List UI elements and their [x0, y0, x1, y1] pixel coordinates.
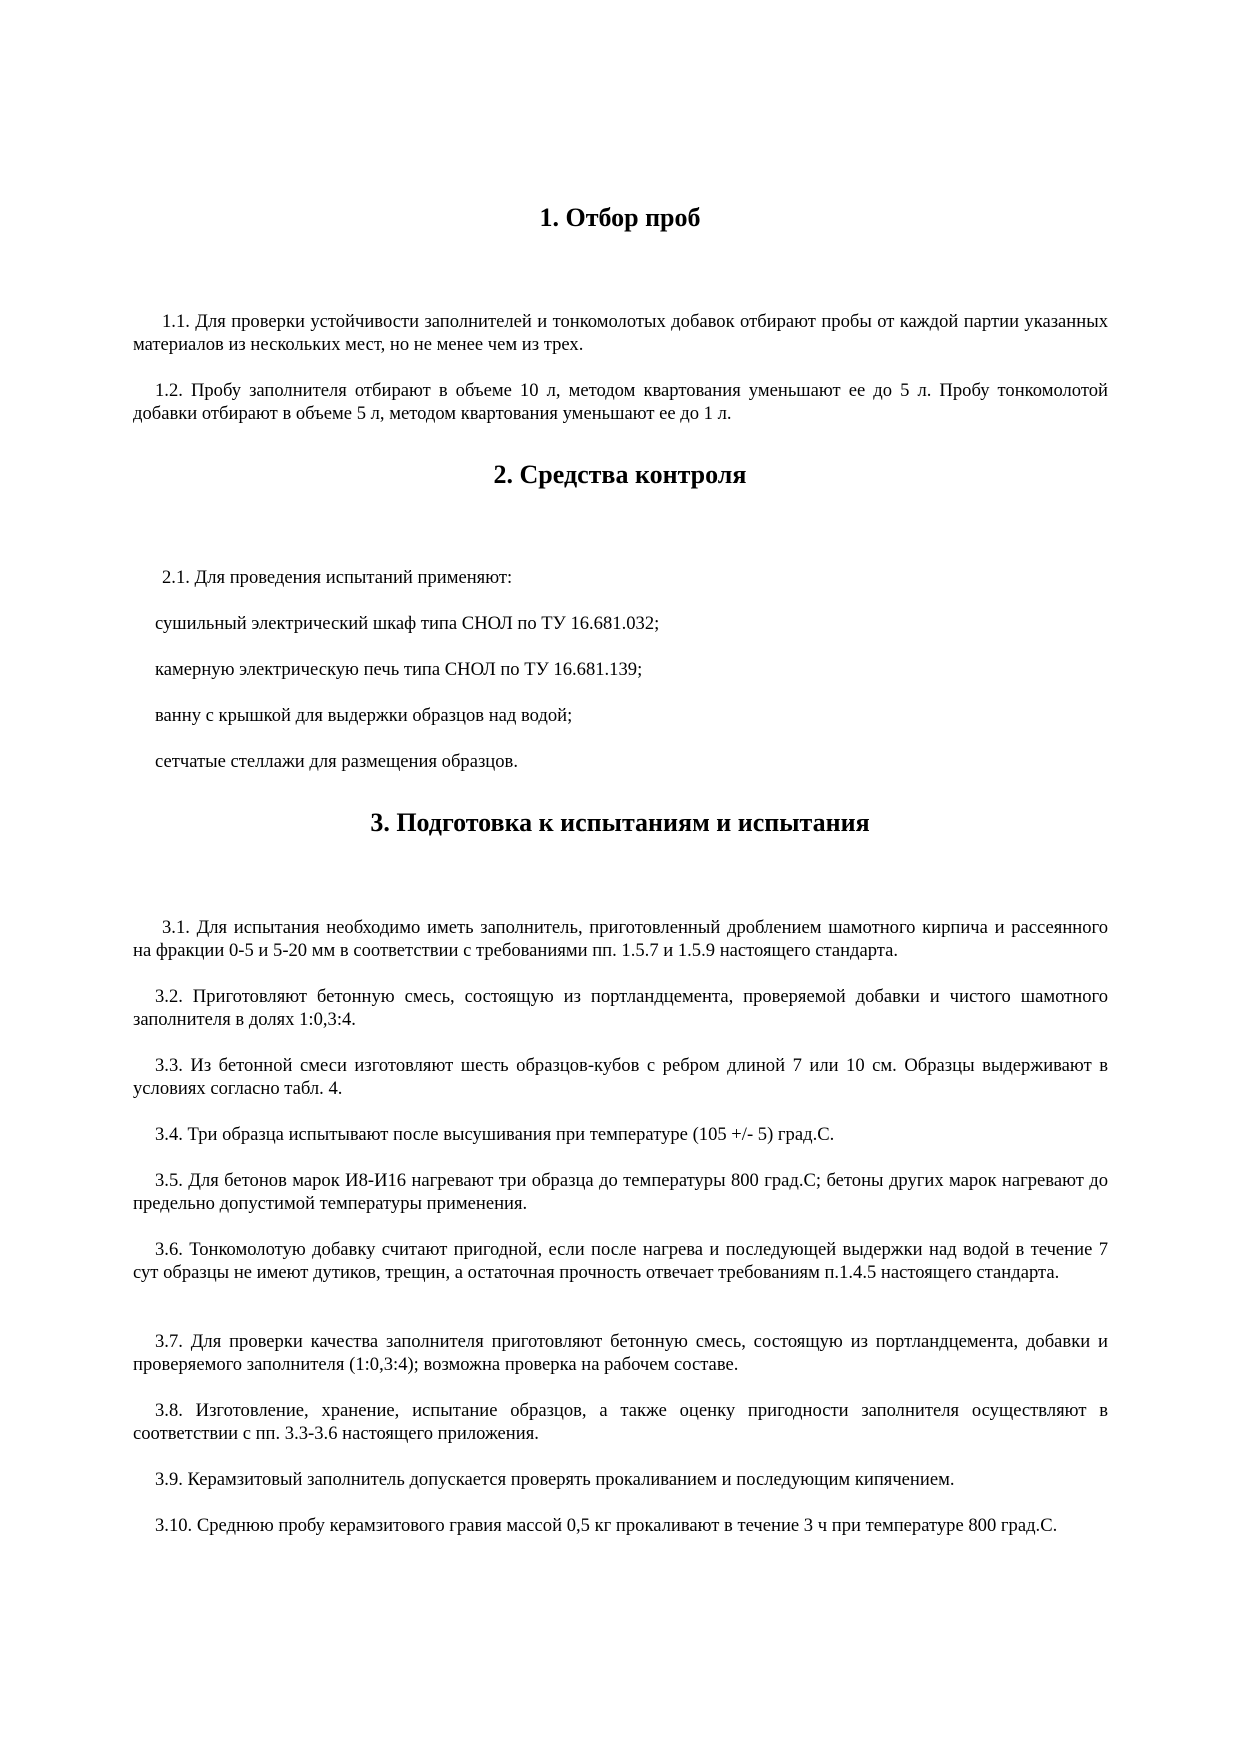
- paragraph-3-1: 3.1. Для испытания необходимо иметь заполнитель, приготовленный дроблением шамотного кирпича и рассеянного на фракции 0-5 и 5-20 мм в соответствии с требованиями пп. 1.5.7 и 1.5.9 настоящего стандарта.: [133, 917, 1108, 961]
- equipment-item-bath: ванну с крышкой для выдержки образцов над водой;: [155, 705, 573, 726]
- paragraph-2-1: 2.1. Для проведения испытаний применяют:: [162, 567, 513, 588]
- section-2-heading: 2. Средства контроля: [493, 460, 747, 489]
- equipment-item-racks: сетчатые стеллажи для размещения образцов.: [155, 751, 518, 772]
- section-3-heading: 3. Подготовка к испытаниям и испытания: [370, 808, 870, 837]
- paragraph-1-1: 1.1. Для проверки устойчивости заполнителей и тонкомолотых добавок отбирают пробы от каждой партии указанных материалов из нескольких мест, но не менее чем из трех.: [133, 311, 1108, 355]
- equipment-item-furnace: камерную электрическую печь типа СНОЛ по ТУ 16.681.139;: [155, 659, 643, 680]
- paragraph-3-5: 3.5. Для бетонов марок И8-И16 нагревают три образца до температуры 800 град.С; бетоны других марок нагревают до предельно допустимой температуры применения.: [133, 1170, 1108, 1214]
- section-1-heading: 1. Отбор проб: [539, 203, 701, 232]
- paragraph-3-6: 3.6. Тонкомолотую добавку считают пригодной, если после нагрева и последующей выдержки над водой в течение 7 сут образцы не имеют дутиков, трещин, а остаточная прочность отвечает требованиям п.1.4.5 настоящего стандарта.: [133, 1239, 1108, 1283]
- equipment-item-drying-cabinet: сушильный электрический шкаф типа СНОЛ по ТУ 16.681.032;: [155, 613, 660, 634]
- paragraph-3-4: 3.4. Три образца испытывают после высушивания при температуре (105 +/- 5) град.С.: [155, 1124, 835, 1145]
- paragraph-3-9: 3.9. Керамзитовый заполнитель допускается проверять прокаливанием и последующим кипячением.: [155, 1469, 955, 1490]
- paragraph-3-7: 3.7. Для проверки качества заполнителя приготовляют бетонную смесь, состоящую из портландцемента, добавки и проверяемого заполнителя (1:0,3:4); возможна проверка на рабочем составе.: [133, 1331, 1108, 1375]
- paragraph-3-3: 3.3. Из бетонной смеси изготовляют шесть образцов-кубов с ребром длиной 7 или 10 см. Образцы выдерживают в условиях согласно табл. 4.: [133, 1055, 1108, 1099]
- paragraph-3-2: 3.2. Приготовляют бетонную смесь, состоящую из портландцемента, проверяемой добавки и чистого шамотного заполнителя в долях 1:0,3:4.: [133, 986, 1108, 1030]
- paragraph-3-8: 3.8. Изготовление, хранение, испытание образцов, а также оценку пригодности заполнителя осуществляют в соответствии с пп. 3.3-3.6 настоящего приложения.: [133, 1400, 1108, 1444]
- paragraph-1-2: 1.2. Пробу заполнителя отбирают в объеме 10 л, методом квартования уменьшают ее до 5 л. Пробу тонкомолотой добавки отбирают в объеме 5 л, методом квартования уменьшают ее до 1 л.: [133, 380, 1108, 424]
- paragraph-3-10: 3.10. Среднюю пробу керамзитового гравия массой 0,5 кг прокаливают в течение 3 ч при температуре 800 град.С.: [155, 1515, 1058, 1536]
